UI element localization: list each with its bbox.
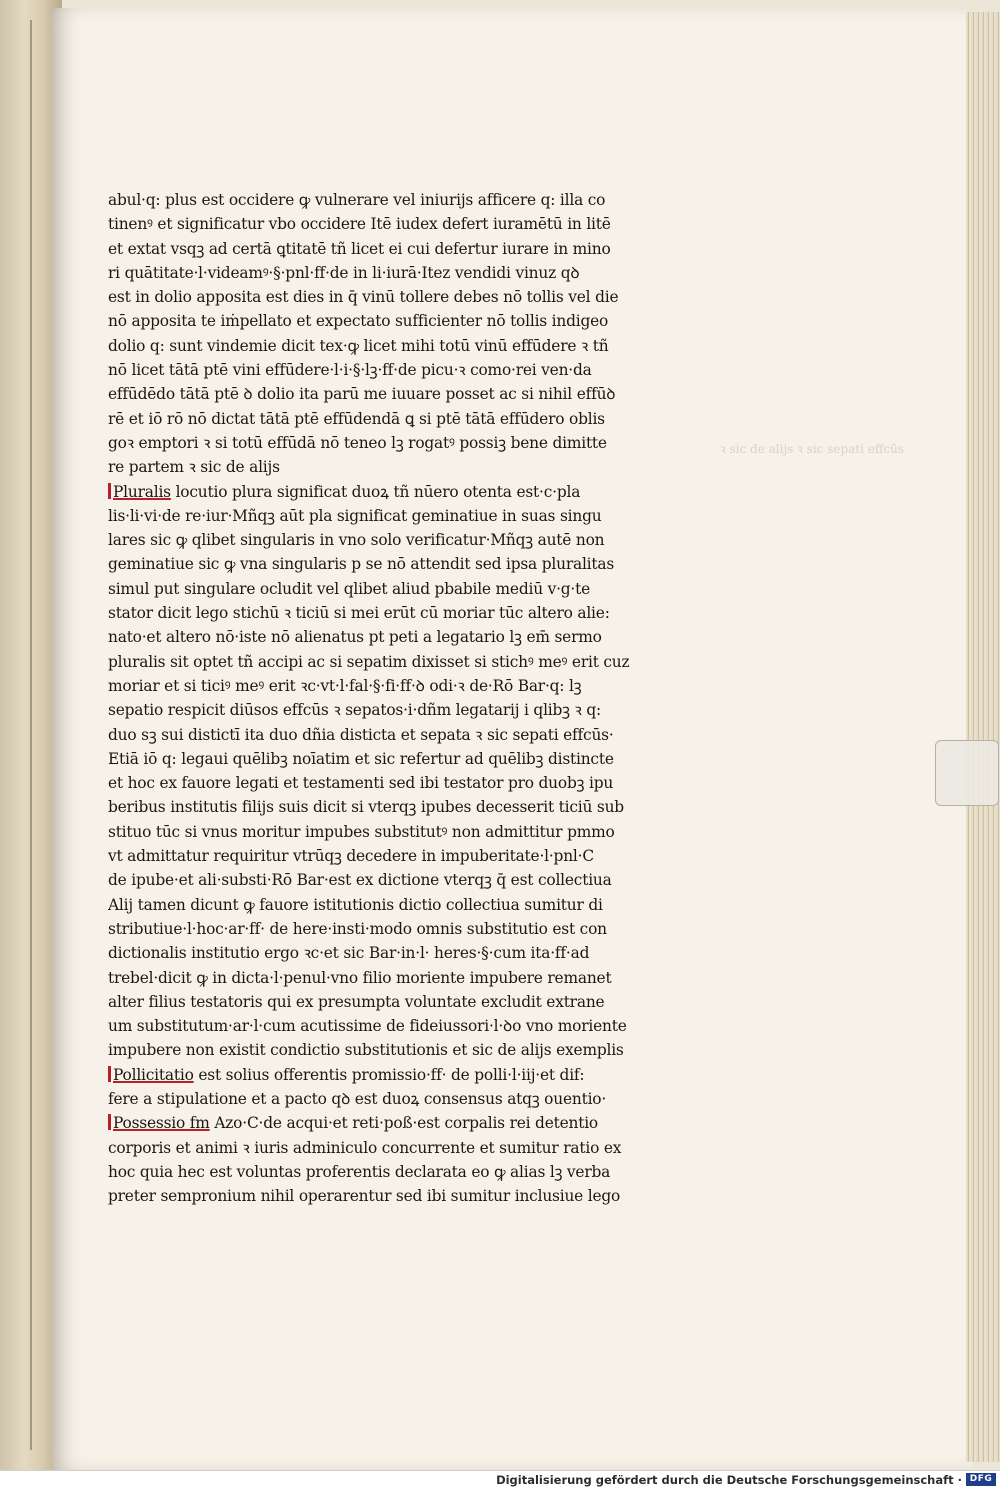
text-line: nō licet tātā ptē vini effūdere·l·i·§·lꝫ·ff·de picu·ꝛ como·rei ven·da [108,361,592,380]
text-line: moriar et si ticiꝰ meꝰ erit ꝛc·vt·l·fal·§·fi·ff·ꝺ odi·ꝛ de·Rō Bar·q: lꝫ [108,676,582,695]
text-line: effūdēdo tātā ptē ꝺ dolio ita parū me iuuare posset ac si nihil effūꝺ [108,385,616,404]
text-line: pluralis sit optet tñ accipi ac si sepatim dixisset si stichꝰ meꝰ erit cuz [108,652,630,671]
paragraph-text: Pollicitatio est solius offerentis promissio·ff· de polli·l·iij·et dif: [113,1065,585,1084]
text-line: stributiue·l·hoc·ar·ff· de here·insti·modo omnis substitutio est con [108,919,607,938]
paragraph-start-line [108,1063,708,1087]
text-line: re partem ꝛ sic de alijs [108,458,280,477]
text-line: duo sꝫ sui distictī ita duo dñia disticta et sepata ꝛ sic sepati effcūs· [108,725,614,744]
text-line: et extat vsqꝫ ad certā ꝗtitatē tñ licet ei cui defertur iurare in mino [108,239,611,258]
text-line: hoc quia hec est voluntas proferentis declarata eo ꝙ alias lꝫ verba [108,1162,611,1181]
text-line: goꝛ emptori ꝛ si totū effūdā nō teneo lꝫ rogatꝰ possiꝫ bene dimitte [108,433,607,452]
text-line: Alij tamen dicunt ꝙ fauore istitutionis dictio collectiua sumitur di [108,895,603,914]
text-line: fere a stipulatione et a pacto qꝺ est duoꝝ consensus atqꝫ ouentio· [108,1089,607,1108]
page-clip [935,740,999,806]
bleed-through-text: ꝛ sic de alijs ꝛ sic sepati effcūs [720,442,904,456]
text-line: Etiā iō q: legaui quēlibꝫ noīatim et sic refertur ad quēlibꝫ distincte [108,749,614,768]
incunable-text-block [108,188,708,1206]
paragraph-start-line [108,480,708,504]
text-line: ri quātitate·l·videamꝰ·§·pnl·ff·de in li·iurā·Itez vendidi vinuz qꝺ [108,263,580,282]
text-line: stator dicit lego stichū ꝛ ticiū si mei erūt cū moriar tūc altero alie: [108,604,610,623]
text-line: corporis et animi ꝛ iuris adminiculo concurrente et sumitur ratio ex [108,1138,622,1157]
text-line: geminatiue sic ꝙ vna singularis p se nō attendit sed ipsa pluralitas [108,555,615,574]
text-line: simul put singulare ocludit vel qlibet aliud pbabile mediū v·g·te [108,579,591,598]
dfg-logo: DFG [966,1473,996,1486]
paragraph-text: Possessio fm Azo·C·de acqui·et reti·poß·est corpalis rei detentio [113,1114,598,1133]
rubric-heading: Pluralis [113,482,171,501]
text-line: lares sic ꝙ qlibet singularis in vno solo verificatur·Mñqꝫ autē non [108,531,605,550]
text-line: rē et iō rō nō dictat tātā ptē effūdendā ꝗ si ptē tātā effūdero oblis [108,409,605,428]
text-line: tinenꝰ et significatur vbo occidere Itē iudex defert iuramētū in litē [108,215,611,234]
funding-credit: Digitalisierung gefördert durch die Deutsche Forschungsgemeinschaft · [496,1473,962,1487]
text-line: sepatio respicit diūsos effcūs ꝛ sepatos·i·dñm legatarij i qlibꝫ ꝛ q: [108,701,601,720]
text-line: est in dolio apposita est dies in q̄ vinū tollere debes nō tollis vel die [108,288,619,307]
text-line: preter sempronium nihil operarentur sed ibi sumitur inclusiue lego [108,1187,621,1206]
text-line: beribus institutis filijs suis dicit si vterqꝫ ipubes decesserit ticiū sub [108,798,624,817]
paragraph-text: Pluralis locutio plura significat duoꝝ tñ nūero otenta est·c·pla [113,482,581,501]
text-line: et hoc ex fauore legati et testamenti sed ibi testator pro duobꝫ ipu [108,774,614,793]
paragraph-start-line [108,1111,708,1135]
rubric-heading: Possessio fm [113,1114,210,1133]
text-line: de ipube·et ali·substi·Rō Bar·est ex dictione vterqꝫ q̄ est collectiua [108,871,612,890]
text-line: vt admittatur requiritur vtrūqꝫ decedere in impuberitate·l·pnl·C [108,847,594,866]
rubric-heading: Pollicitatio [113,1065,194,1084]
text-line: alter filius testatoris qui ex presumpta voluntate excludit extrane [108,992,605,1011]
text-line: impubere non existit condictio substitutionis et sic de alijs exemplis [108,1041,624,1060]
rubric-pilcrow-icon [108,483,111,499]
text-line: trebel·dicit ꝙ in dicta·l·penul·vno filio moriente impubere remanet [108,968,612,987]
text-line: stituo tūc si vnus moritur impubes substitutꝰ non admittitur pmmo [108,822,615,841]
rubric-pilcrow-icon [108,1066,111,1082]
rubric-pilcrow-icon [108,1114,111,1130]
text-line: lis·li·vi·de re·iur·Mñqꝫ aūt pla significat geminatiue in suas singu [108,506,602,525]
text-line: nato·et altero nō·iste nō alienatus pt peti a legatario lꝫ em̄ sermo [108,628,602,647]
text-line: dolio q: sunt vindemie dicit tex·ꝙ licet mihi totū vinū effūdere ꝛ tñ [108,336,609,355]
right-page-edge [966,12,1000,1462]
footer-bar [0,1470,1000,1489]
text-line: dictionalis institutio ergo ꝛc·et sic Bar·in·l· heres·§·cum ita·ff·ad [108,944,590,963]
binding-stripe [30,20,32,1450]
text-line: abul·q: plus est occidere ꝙ vulnerare vel iniurijs afficere q: illa co [108,191,606,209]
text-line: nō apposita te iṁpellato et expectato sufficienter nō tollis indigeo [108,312,609,331]
text-line: um substitutum·ar·l·cum acutissime de fideiussori·l·ꝺo vno moriente [108,1017,627,1036]
